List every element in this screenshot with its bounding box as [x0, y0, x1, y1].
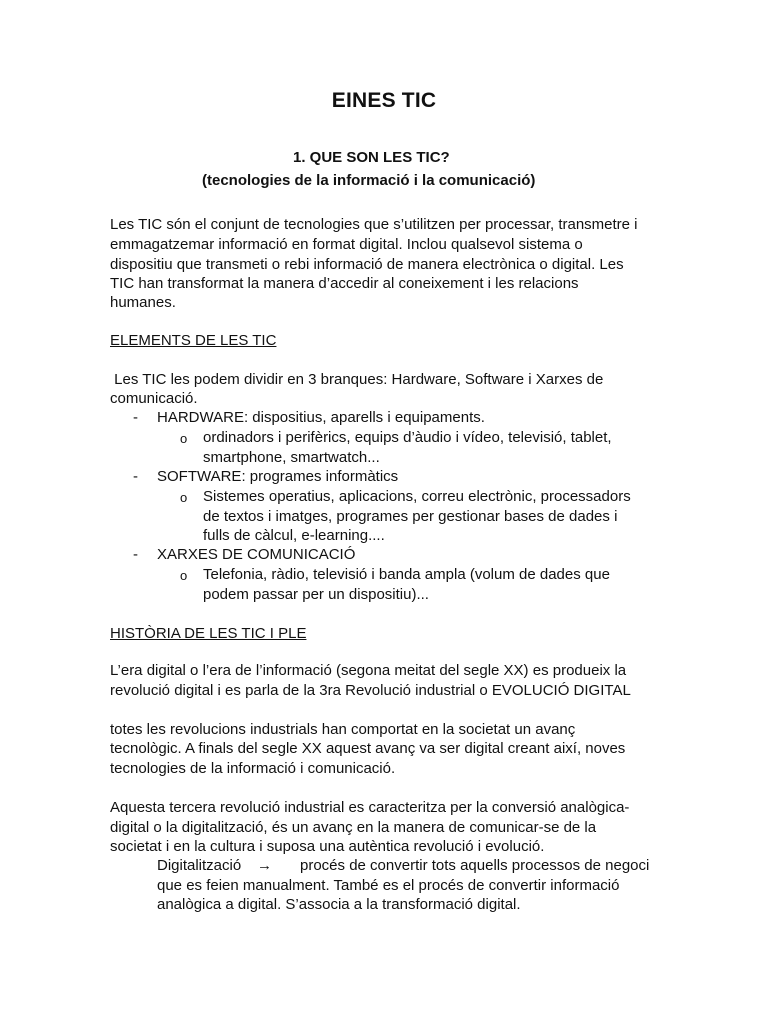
historia-para1-line: L’era digital o l’era de l’informació (segona meitat del segle XX) es produeix la — [110, 662, 627, 679]
sub-item-line: smartphone, smartwatch... — [203, 449, 380, 466]
intro-line: emmagatzemar informació en format digital. Inclou qualsevol sistema o — [110, 236, 583, 253]
list-item-xarxes: XARXES DE COMUNICACIÓ — [157, 546, 356, 563]
definition-line: procés de convertir tots aquells processos de negoci — [300, 857, 650, 874]
dash-marker: - — [133, 409, 138, 426]
historia-para1-line: revolució digital i es parla de la 3ra Revolució industrial o EVOLUCIÓ DIGITAL — [110, 682, 631, 699]
definition-line: que es feien manualment. També es el procés de convertir informació — [157, 877, 620, 894]
intro-line: TIC han transformat la manera d’accedir al coneixement i les relacions — [110, 275, 579, 292]
sub-item-line: fulls de càlcul, e-learning.... — [203, 527, 385, 544]
historia-heading: HISTÒRIA DE LES TIC I PLE — [110, 625, 307, 642]
arrow-icon: → — [257, 857, 272, 874]
historia-para3-line: Aquesta tercera revolució industrial es caracteritza per la conversió analògica- — [110, 799, 630, 816]
elements-lead-line: comunicació. — [110, 390, 198, 407]
historia-para3-line: digital o la digitalització, és un avanç en la manera de comunicar-se de la — [110, 819, 597, 836]
section-heading: 1. QUE SON LES TIC? — [293, 149, 450, 166]
sub-item-line: Sistemes operatius, aplicacions, correu electrònic, processadors — [203, 488, 631, 505]
definition-line: analògica a digital. S’associa a la transformació digital. — [157, 896, 521, 913]
definition-term: Digitalització — [157, 857, 242, 874]
historia-para2-line: tecnologies de la informació i comunicació. — [110, 760, 396, 777]
historia-para3-line: societat i en la cultura i suposa una autèntica revolució i evolució. — [110, 838, 545, 855]
dash-marker: - — [133, 546, 138, 563]
intro-line: humanes. — [110, 294, 176, 311]
section-subheading: (tecnologies de la informació i la comunicació) — [202, 172, 536, 189]
bullet-marker: o — [180, 490, 188, 505]
intro-line: Les TIC són el conjunt de tecnologies que s’utilitzen per processar, transmetre i — [110, 216, 638, 233]
elements-lead-line: Les TIC les podem dividir en 3 branques: Hardware, Software i Xarxes de — [110, 371, 604, 388]
sub-item-line: de textos i imatges, programes per gestionar bases de dades i — [203, 508, 618, 525]
document-title: EINES TIC — [331, 89, 437, 112]
bullet-marker: o — [180, 568, 188, 583]
historia-para2-line: totes les revolucions industrials han comportat en la societat un avanç — [110, 721, 576, 738]
list-item-software: SOFTWARE: programes informàtics — [157, 468, 399, 485]
intro-line: dispositiu que transmeti o rebi informació de manera electrònica o digital. Les — [110, 256, 624, 273]
elements-heading: ELEMENTS DE LES TIC — [110, 332, 277, 349]
sub-item-line: Telefonia, ràdio, televisió i banda ampla (volum de dades que — [203, 566, 610, 583]
sub-item-line: ordinadors i perifèrics, equips d’àudio i vídeo, televisió, tablet, — [203, 429, 612, 446]
historia-para2-line: tecnològic. A finals del segle XX aquest avanç va ser digital creant així, noves — [110, 740, 626, 757]
sub-item-line: podem passar per un dispositiu)... — [203, 586, 429, 603]
dash-marker: - — [133, 468, 138, 485]
bullet-marker: o — [180, 431, 188, 446]
list-item-hardware: HARDWARE: dispositius, aparells i equipaments. — [157, 409, 485, 426]
